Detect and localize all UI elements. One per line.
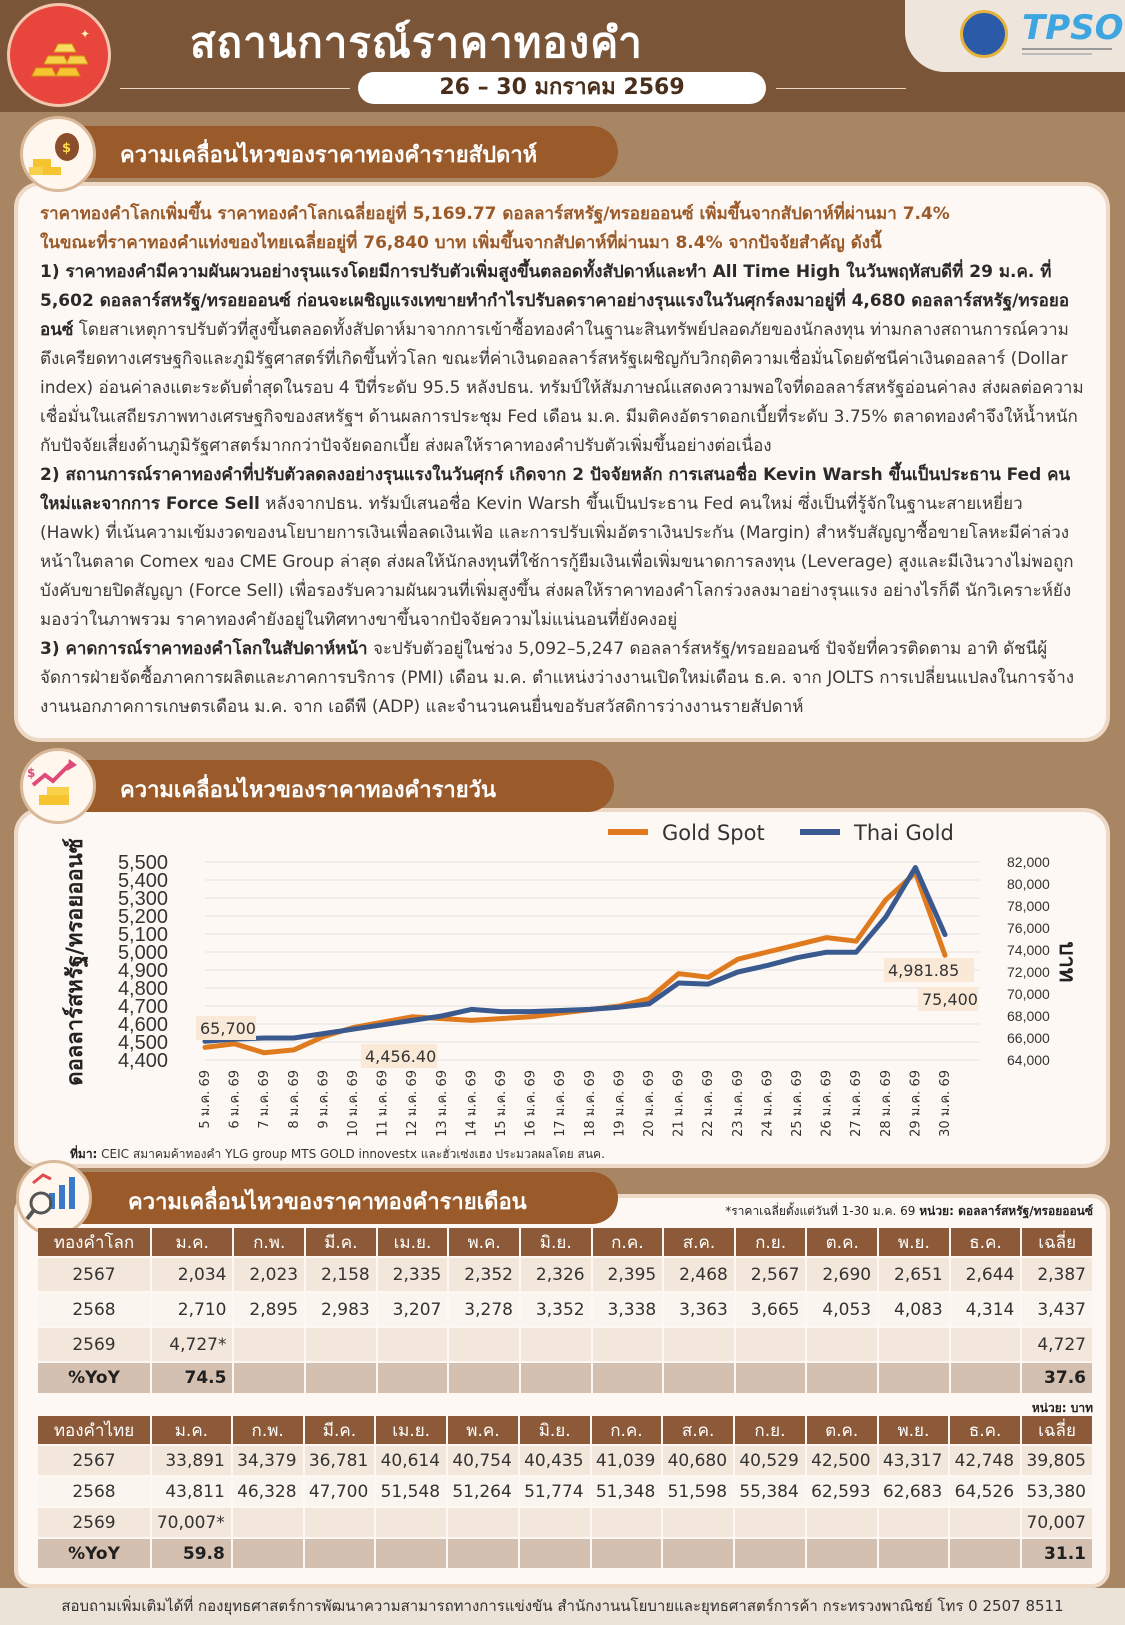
table-value-cell: 2,651 xyxy=(879,1258,949,1291)
table-value-cell xyxy=(951,1328,1021,1361)
table-year-cell: 2568 xyxy=(38,1477,150,1506)
table-yoy-cell xyxy=(735,1539,805,1568)
table-value-cell xyxy=(879,1328,949,1361)
table-value-cell: 33,891 xyxy=(152,1446,231,1475)
table-value-cell: 70,007* xyxy=(152,1508,231,1537)
x-tick-label: 18 ม.ค. 69 xyxy=(582,1070,598,1137)
data-label-gold-end: 4,981.85 xyxy=(888,961,960,980)
table-value-cell: 3,437 xyxy=(1022,1293,1092,1326)
table-value-cell xyxy=(233,1508,303,1537)
table-yoy-cell: 74.5 xyxy=(152,1363,232,1393)
table-yoy-cell xyxy=(736,1363,806,1393)
table-header-month: มิ.ย. xyxy=(520,1416,590,1444)
table-note xyxy=(725,1202,1093,1221)
table-row xyxy=(38,1508,1092,1537)
y-left-axis-title: ดอลลาร์สหรัฐ/ทรอยออนซ์ xyxy=(63,838,88,1086)
table-yoy-cell xyxy=(879,1363,949,1393)
table-year-cell: 2567 xyxy=(38,1258,150,1291)
paragraph-2-body: หลังจากปธน. ทรัมป์เสนอชื่อ Kevin Warsh ขึ้นเป็นประธาน Fed คนใหม่ ซึ่งเป็นที่รู้จักในฐานะสายเหยี่ยว (Hawk) ที่เน้นความเข้มงวดของนโยบายการเงินเพื่อลดเงินเฟ้อ และการปรับเพิ่มอัตราเงินประกัน (Margin) สำหรับสัญญาซื้อขายโลหะมีค่าล่วงหน้าในตลาด Comex ของ CME Group ล่าสุด ส่งผลให้นักลงทุนที่ใช้การกู้ยืมเงินเพื่อเพิ่มขนาดการลงทุน (Leverage) สูงและมีเงินวางไม่พอถูกบังคับขายปิดสัญญา (Force Sell) เพื่อรองรับความผันผวนที่เพิ่มสูงขึ้น ส่งผลให้ราคาทองคำโลกร่วงลงมาอย่างรุนแรง อย่างไรก็ดี นักวิเคราะห์ยังมองว่าในภาพรวม ราคาทองคำยังอยู่ในทิศทางขาขึ้นจากปัจจัยความไม่แน่นอนที่ยังคงอยู่ xyxy=(40,494,1074,630)
table-header-month: พ.ค. xyxy=(448,1416,518,1444)
y-left-tick-label: 4,900 xyxy=(117,960,168,982)
series-line-thai-gold xyxy=(205,868,945,1042)
table-value-cell xyxy=(807,1508,877,1537)
y-right-tick-label: 64,000 xyxy=(1007,1052,1050,1068)
table-year-cell: 2567 xyxy=(38,1446,150,1475)
table-value-cell: 40,680 xyxy=(663,1446,733,1475)
table-value-cell xyxy=(879,1508,949,1537)
table-header-month: เม.ย. xyxy=(378,1228,448,1256)
legend-label-thai-gold: Thai Gold xyxy=(854,821,954,845)
y-right-tick-label: 68,000 xyxy=(1007,1008,1050,1024)
table-header-month: เฉลี่ย xyxy=(1022,1416,1092,1444)
y-right-tick-label: 80,000 xyxy=(1007,876,1050,892)
table-value-cell: 42,500 xyxy=(807,1446,877,1475)
table-value-cell: 62,593 xyxy=(807,1477,877,1506)
table-yoy-cell xyxy=(521,1363,591,1393)
table-value-cell: 40,614 xyxy=(376,1446,446,1475)
table-value-cell xyxy=(448,1508,518,1537)
lead-line-2: ในขณะที่ราคาทองคำแท่งของไทยเฉลี่ยอยู่ที่ 76,840 บาท เพิ่มขึ้นจากสัปดาห์ที่ผ่านมา 8.4% จากปัจจัยสำคัญ ดังนี้ xyxy=(40,233,882,253)
legend-label-gold-spot: Gold Spot xyxy=(662,821,765,845)
table-header-month: ก.พ. xyxy=(234,1228,304,1256)
paragraph-1-heading: 1) ราคาทองคำมีความผันผวนอย่างรุนแรงโดยมีการปรับตัวเพิ่มสูงขึ้นตลอดทั้งสัปดาห์และทำ All Time High ในวันพฤหัสบดีที่ 29 ม.ค. ที่ 5,602 ดอลลาร์สหรัฐ/ทรอยออนซ์ ก่อนจะเผชิญแรงเทขายทำกำไรปรับลดราคาอย่างรุนแรงในวันศุกร์ลงมาอยู่ที่ 4,680 ดอลลาร์สหรัฐ/ทรอยออนซ์ xyxy=(40,262,1070,340)
table-value-cell: 2,395 xyxy=(593,1258,663,1291)
table-year-cell: 2569 xyxy=(38,1508,150,1537)
table-header-row xyxy=(38,1228,1092,1256)
x-tick-label: 6 ม.ค. 69 xyxy=(227,1070,243,1129)
table-yoy-label: %YoY xyxy=(38,1363,150,1393)
x-tick-label: 29 ม.ค. 69 xyxy=(908,1070,924,1137)
table-yoy-cell xyxy=(305,1539,375,1568)
data-label-gold-start: 4,456.40 xyxy=(365,1047,437,1066)
y-left-tick-label: 4,500 xyxy=(117,1032,168,1054)
table-value-cell: 2,710 xyxy=(152,1293,232,1326)
table-value-cell: 47,700 xyxy=(305,1477,375,1506)
x-tick-label: 13 ม.ค. 69 xyxy=(434,1070,450,1137)
table-value-cell: 3,338 xyxy=(593,1293,663,1326)
table-header-month: มี.ค. xyxy=(306,1228,376,1256)
table-yoy-cell xyxy=(807,1539,877,1568)
table-value-cell xyxy=(449,1328,519,1361)
x-tick-label: 22 ม.ค. 69 xyxy=(701,1070,717,1137)
table-yoy-cell xyxy=(378,1363,448,1393)
daily-section-title: ความเคลื่อนไหวของราคาทองคำรายวัน xyxy=(120,778,497,803)
table-value-cell: 51,348 xyxy=(592,1477,662,1506)
x-tick-label: 24 ม.ค. 69 xyxy=(760,1070,776,1137)
table-value-cell: 40,529 xyxy=(735,1446,805,1475)
table-value-cell xyxy=(593,1328,663,1361)
table-value-cell xyxy=(305,1508,375,1537)
x-tick-label: 25 ม.ค. 69 xyxy=(790,1070,805,1137)
table-value-cell: 4,727 xyxy=(1022,1328,1092,1361)
table-yoy-cell xyxy=(592,1539,662,1568)
table-value-cell: 2,567 xyxy=(736,1258,806,1291)
table-value-cell xyxy=(520,1508,590,1537)
table-value-cell: 3,278 xyxy=(449,1293,519,1326)
table-value-cell: 51,774 xyxy=(520,1477,590,1506)
table-value-cell: 4,083 xyxy=(879,1293,949,1326)
table-row xyxy=(38,1446,1092,1475)
y-left-tick-label: 4,600 xyxy=(117,1014,168,1036)
date-range: 26 – 30 มกราคม 2569 xyxy=(358,72,766,104)
paragraph-3-heading: 3) คาดการณ์ราคาทองคำโลกในสัปดาห์หน้า xyxy=(40,639,368,659)
table-value-cell: 4,053 xyxy=(807,1293,877,1326)
y-right-tick-label: 76,000 xyxy=(1007,920,1050,936)
table-yoy-cell xyxy=(233,1539,303,1568)
x-tick-label: 21 ม.ค. 69 xyxy=(671,1070,687,1137)
y-right-axis-title: บาท xyxy=(1054,941,1079,983)
note-unit: หน่วย: ดอลลาร์สหรัฐ/ทรอยออนซ์ xyxy=(919,1204,1093,1218)
y-right-tick-label: 74,000 xyxy=(1007,942,1050,958)
table-value-cell: 55,384 xyxy=(735,1477,805,1506)
table-value-cell: 4,727* xyxy=(152,1328,232,1361)
bar-chart-icon xyxy=(16,1160,92,1236)
x-tick-label: 26 ม.ค. 69 xyxy=(819,1070,835,1137)
table-yoy-cell xyxy=(879,1539,949,1568)
lead-line-1: ราคาทองคำโลกเพิ่มขึ้น ราคาทองคำโลกเฉลี่ยอยู่ที่ 5,169.77 ดอลลาร์สหรัฐ/ทรอยออนซ์ เพิ่มขึ้นจากสัปดาห์ที่ผ่านมา 7.4% xyxy=(40,204,950,224)
table-header-label: ทองคำโลก xyxy=(38,1228,150,1256)
table-value-cell: 70,007 xyxy=(1022,1508,1092,1537)
table-yoy-cell xyxy=(449,1363,519,1393)
y-right-tick-label: 82,000 xyxy=(1007,854,1050,870)
table-value-cell xyxy=(807,1328,877,1361)
source-text: CEIC สมาคมค้าทองคำ YLG group MTS GOLD innovestx และฮั่วเซ่งเฮง ประมวลผลโดย สนค. xyxy=(97,1147,605,1161)
table-row xyxy=(38,1477,1092,1506)
table-header-month: พ.ค. xyxy=(449,1228,519,1256)
thai-unit-label: หน่วย: บาท xyxy=(1031,1401,1093,1415)
table-year-cell: 2569 xyxy=(38,1328,150,1361)
source-label: ที่มา: xyxy=(70,1147,98,1161)
table-yoy-cell xyxy=(520,1539,590,1568)
monthly-section-title: ความเคลื่อนไหวของราคาทองคำรายเดือน xyxy=(128,1190,527,1215)
table-yoy-cell xyxy=(306,1363,376,1393)
table-row xyxy=(38,1293,1092,1326)
x-tick-label: 10 ม.ค. 69 xyxy=(346,1070,361,1137)
table-header-month: ก.ค. xyxy=(593,1228,663,1256)
table-yoy-cell: 37.6 xyxy=(1022,1363,1092,1393)
table-header-month: ส.ค. xyxy=(664,1228,734,1256)
svg-text:$: $ xyxy=(62,141,72,156)
table-value-cell: 41,039 xyxy=(592,1446,662,1475)
table-value-cell xyxy=(664,1328,734,1361)
series-line-gold-spot xyxy=(205,873,945,1053)
table-value-cell: 3,363 xyxy=(664,1293,734,1326)
table-yoy-cell: 31.1 xyxy=(1022,1539,1092,1568)
table-value-cell: 2,326 xyxy=(521,1258,591,1291)
y-left-tick-label: 5,300 xyxy=(117,888,168,910)
table-value-cell: 64,526 xyxy=(950,1477,1020,1506)
table-header-month: เฉลี่ย xyxy=(1022,1228,1092,1256)
table-value-cell: 51,598 xyxy=(663,1477,733,1506)
table-header-label: ทองคำไทย xyxy=(38,1416,150,1444)
table-value-cell: 2,644 xyxy=(951,1258,1021,1291)
svg-text:✦: ✦ xyxy=(80,27,91,41)
table-value-cell xyxy=(663,1508,733,1537)
table-row xyxy=(38,1258,1092,1291)
x-tick-label: 11 ม.ค. 69 xyxy=(375,1070,391,1137)
x-tick-label: 28 ม.ค. 69 xyxy=(878,1070,894,1137)
table-value-cell xyxy=(735,1508,805,1537)
table-value-cell xyxy=(376,1508,446,1537)
table-header-month: ส.ค. xyxy=(663,1416,733,1444)
x-tick-label: 14 ม.ค. 69 xyxy=(464,1070,480,1137)
y-right-tick-label: 66,000 xyxy=(1007,1030,1050,1046)
table-value-cell: 3,665 xyxy=(736,1293,806,1326)
table-header-month: ม.ค. xyxy=(152,1416,231,1444)
table-value-cell: 3,352 xyxy=(521,1293,591,1326)
table-yoy-cell xyxy=(807,1363,877,1393)
y-left-tick-label: 5,100 xyxy=(117,924,168,946)
table-value-cell: 43,811 xyxy=(152,1477,231,1506)
table-value-cell: 51,548 xyxy=(376,1477,446,1506)
table-value-cell: 2,983 xyxy=(306,1293,376,1326)
table-header-month: พ.ย. xyxy=(879,1228,949,1256)
table-value-cell: 40,435 xyxy=(520,1446,590,1475)
data-label-thai-start: 65,700 xyxy=(200,1019,256,1038)
paragraph-1-body: โดยสาเหตุการปรับตัวที่สูงขึ้นตลอดทั้งสัปดาห์มาจากการเข้าซื้อทองคำในฐานะสินทรัพย์ปลอดภัยของนักลงทุน ท่ามกลางสถานการณ์ความตึงเครียดทางเศรษฐกิจและภูมิรัฐศาสตร์ที่เกิดขึ้นทั่วโลก ขณะที่ค่าเงินดอลลาร์สหรัฐเผชิญกับวิกฤติความเชื่อมั่นโดยดัชนีค่าเงินดอลลาร์ (Dollar index) อ่อนค่าลงแตะระดับต่ำสุดในรอบ 4 ปีที่ระดับ 95.5 หลังปธน. ทรัมป์ให้สัมภาษณ์แสดงความพอใจที่ดอลลาร์สหรัฐอ่อนค่าลง ส่งผลต่อความเชื่อมั่นในเสถียรภาพทางเศรษฐกิจของสหรัฐฯ ด้านผลการประชุม Fed เดือน ม.ค. มีมติคงอัตราดอกเบี้ยที่ระดับ 3.75% ตลาดทองคำจึงให้น้ำหนักกับปัจจัยเสี่ยงด้านภูมิรัฐศาสตร์มากกว่าปัจจัยดอกเบี้ย ส่งผลให้ราคาทองคำปรับตัวเพิ่มขึ้นอย่างต่อเนื่อง xyxy=(40,320,1084,456)
x-tick-label: 8 ม.ค. 69 xyxy=(286,1070,302,1129)
table-yoy-cell: 59.8 xyxy=(152,1539,231,1568)
table-yoy-cell xyxy=(376,1539,446,1568)
page-title: สถานการณ์ราคาทองคำ xyxy=(190,18,643,67)
table-yoy-cell xyxy=(448,1539,518,1568)
weekly-section-title: ความเคลื่อนไหวของราคาทองคำรายสัปดาห์ xyxy=(120,143,538,168)
x-tick-label: 5 ม.ค. 69 xyxy=(198,1070,213,1129)
table-yoy-cell xyxy=(664,1363,734,1393)
y-right-tick-label: 72,000 xyxy=(1007,964,1050,980)
table-header-month: ก.พ. xyxy=(233,1416,303,1444)
paragraph-3-body: จะปรับตัวอยู่ในช่วง 5,092–5,247 ดอลลาร์สหรัฐ/ทรอยออนซ์ ปัจจัยที่ควรติดตาม อาทิ ดัชนีผู้จัดการฝ่ายจัดซื้อภาคการผลิตและภาคการบริการ (PMI) เดือน ม.ค. ตำแหน่งว่างงานเปิดใหม่เดือน ธ.ค. จาก JOLTS การเปลี่ยนแปลงในการจ้างงานนอกภาคการเกษตรเดือน ม.ค. จาก เอดีพี (ADP) และจำนวนคนยื่นขอรับสวัสดิการว่างงานรายสัปดาห์ xyxy=(40,639,1075,717)
thai-gold-table xyxy=(36,1414,1094,1570)
x-tick-label: 19 ม.ค. 69 xyxy=(612,1070,628,1137)
x-tick-label: 17 ม.ค. 69 xyxy=(553,1070,569,1137)
paragraph-2-heading: 2) สถานการณ์ราคาทองคำที่ปรับตัวลดลงอย่างรุนแรงในวันศุกร์ เกิดจาก 2 ปัจจัยหลัก การเสนอชื่อ Kevin Warsh ขึ้นเป็นประธาน Fed คนใหม่และจากการ Force Sell xyxy=(40,465,1071,514)
x-tick-label: 30 ม.ค. 69 xyxy=(938,1070,953,1137)
table-header-month: ธ.ค. xyxy=(950,1416,1020,1444)
page-footer: สอบถามเพิ่มเติมได้ที่ กองยุทธศาสตร์การพัฒนาความสามารถทางการแข่งขัน สำนักงานนโยบายและยุทธศาสตร์การค้า กระทรวงพาณิชย์ โทร 0 2507 8511 xyxy=(0,1588,1125,1625)
table-yoy-cell xyxy=(951,1363,1021,1393)
y-left-tick-label: 4,400 xyxy=(117,1050,168,1072)
x-tick-label: 20 ม.ค. 69 xyxy=(642,1070,657,1137)
table-yoy-cell xyxy=(663,1539,733,1568)
table-value-cell: 51,264 xyxy=(448,1477,518,1506)
y-left-tick-label: 5,500 xyxy=(117,852,168,874)
table-yoy-row xyxy=(38,1363,1092,1393)
table-value-cell: 62,683 xyxy=(879,1477,949,1506)
y-left-tick-label: 5,000 xyxy=(117,942,168,964)
data-label-thai-end: 75,400 xyxy=(922,990,978,1009)
chart-source xyxy=(70,1145,605,1164)
table-header-month: ต.ค. xyxy=(807,1416,877,1444)
table-value-cell: 53,380 xyxy=(1022,1477,1092,1506)
table-value-cell: 2,023 xyxy=(234,1258,304,1291)
table-value-cell xyxy=(592,1508,662,1537)
table-value-cell xyxy=(521,1328,591,1361)
svg-text:$: $ xyxy=(27,766,36,780)
table-value-cell: 40,754 xyxy=(448,1446,518,1475)
table-header-month: ต.ค. xyxy=(807,1228,877,1256)
table-value-cell: 43,317 xyxy=(879,1446,949,1475)
table-row xyxy=(38,1328,1092,1361)
table-value-cell: 2,158 xyxy=(306,1258,376,1291)
tpso-logo: TPSO xyxy=(1022,8,1124,48)
table-value-cell: 3,207 xyxy=(378,1293,448,1326)
table-header-month: มี.ค. xyxy=(305,1416,375,1444)
table-value-cell: 2,387 xyxy=(1022,1258,1092,1291)
x-tick-label: 27 ม.ค. 69 xyxy=(849,1070,865,1137)
y-right-tick-label: 78,000 xyxy=(1007,898,1050,914)
y-left-tick-label: 5,200 xyxy=(117,906,168,928)
table-header-month: ก.ย. xyxy=(736,1228,806,1256)
y-left-tick-label: 5,400 xyxy=(117,870,168,892)
table-header-month: มิ.ย. xyxy=(521,1228,591,1256)
x-tick-label: 9 ม.ค. 69 xyxy=(316,1070,332,1129)
x-tick-label: 16 ม.ค. 69 xyxy=(523,1070,539,1137)
table-yoy-cell xyxy=(593,1363,663,1393)
table-header-month: พ.ย. xyxy=(879,1416,949,1444)
table-yoy-label: %YoY xyxy=(38,1539,150,1568)
table-header-month: ก.ย. xyxy=(735,1416,805,1444)
table-yoy-row xyxy=(38,1539,1092,1568)
table-value-cell xyxy=(378,1328,448,1361)
table-header-row xyxy=(38,1416,1092,1444)
table-value-cell: 2,034 xyxy=(152,1258,232,1291)
table-value-cell: 2,352 xyxy=(449,1258,519,1291)
table-value-cell: 39,805 xyxy=(1022,1446,1092,1475)
table-yoy-cell xyxy=(234,1363,304,1393)
table-value-cell: 2,468 xyxy=(664,1258,734,1291)
note-text: *ราคาเฉลี่ยตั้งแต่วันที่ 1-30 ม.ค. 69 xyxy=(725,1204,920,1218)
table-value-cell xyxy=(950,1508,1020,1537)
table-value-cell: 2,690 xyxy=(807,1258,877,1291)
table-header-month: ม.ค. xyxy=(152,1228,232,1256)
x-tick-label: 15 ม.ค. 69 xyxy=(494,1070,509,1137)
table-value-cell: 46,328 xyxy=(233,1477,303,1506)
x-tick-label: 12 ม.ค. 69 xyxy=(405,1070,421,1137)
table-year-cell: 2568 xyxy=(38,1293,150,1326)
table-value-cell xyxy=(736,1328,806,1361)
y-left-tick-label: 4,800 xyxy=(117,978,168,1000)
table-header-month: เม.ย. xyxy=(376,1416,446,1444)
table-value-cell: 34,379 xyxy=(233,1446,303,1475)
table-value-cell: 2,895 xyxy=(234,1293,304,1326)
table-header-month: ธ.ค. xyxy=(951,1228,1021,1256)
y-left-tick-label: 4,700 xyxy=(117,996,168,1018)
table-value-cell: 2,335 xyxy=(378,1258,448,1291)
table-value-cell: 4,314 xyxy=(951,1293,1021,1326)
x-tick-label: 7 ม.ค. 69 xyxy=(257,1070,273,1129)
table-value-cell xyxy=(306,1328,376,1361)
table-value-cell: 36,781 xyxy=(305,1446,375,1475)
table-yoy-cell xyxy=(950,1539,1020,1568)
y-right-tick-label: 70,000 xyxy=(1007,986,1050,1002)
table-header-month: ก.ค. xyxy=(592,1416,662,1444)
table-value-cell xyxy=(234,1328,304,1361)
world-gold-table xyxy=(36,1226,1094,1395)
x-tick-label: 23 ม.ค. 69 xyxy=(730,1070,746,1137)
table-value-cell: 42,748 xyxy=(950,1446,1020,1475)
